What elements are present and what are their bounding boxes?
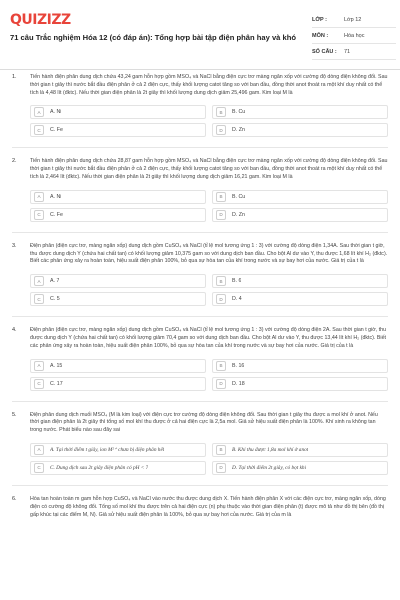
option-letter-box: C [34,379,44,389]
answer-option-b[interactable] [212,443,388,457]
meta-value: Lớp 12 [344,16,362,23]
option-text: A. 7 [50,278,60,285]
option-letter-box: A [34,361,44,371]
question-number: 2. [12,158,17,165]
option-text: A. 15 [50,362,63,369]
page-header [0,0,400,70]
option-letter-box: B [216,445,226,455]
meta-table [312,12,396,60]
answer-option-a[interactable] [30,105,206,119]
answer-option-a[interactable] [30,359,206,373]
meta-key: SỐ CÂU : [312,48,337,55]
option-letter-box: D [216,379,226,389]
option-text: D. Zn [232,211,245,218]
option-letter-box: D [216,294,226,304]
option-text: C. Fe [50,127,63,134]
meta-row-class [312,12,396,28]
question-item [0,412,400,475]
option-text: D. 4 [232,296,242,303]
option-text: A. Ni [50,193,62,200]
option-letter-box: B [216,361,226,371]
question-divider [12,316,388,317]
question-number: 4. [12,327,17,334]
answer-option-b[interactable] [212,105,388,119]
option-letter-box: A [34,445,44,455]
option-text: B. 16 [232,362,245,369]
question-text: Tiến hành điện phân dung dịch chứa 43,24 gam hỗn hợp gồm MSO₄ và NaCl bằng điện cực trơ màng ngăn xốp với cường độ dòng điện không đổi. Sau thời gian t giây thì nước bắt đầu điện phân ở cả 2 điện cực, thấy khối lượng catot tăng so với ban đầu, đồng thời anot thoát ra một khí duy nhất có thể tích là 4,48 lít (đktc). Nếu thời gian điện phân là 2t giây thì khối lượng dung dịch giảm 25,496 gam. Kim loại M là [30,74,388,96]
option-text: C. Dung dịch sau 2t giây điện phân có pH < 7 [50,464,149,471]
option-letter-box: A [34,276,44,286]
answer-option-a[interactable] [30,274,206,288]
answer-options [30,190,388,222]
question-divider [12,401,388,402]
meta-value: Hóa học [344,32,365,39]
option-text: B. Cu [232,109,246,116]
question-number: 1. [12,74,17,80]
answer-option-c[interactable] [30,123,206,137]
question-text: Điện phân (điện cực trơ, màng ngăn xốp) dung dịch gồm CuSO₄ và NaCl (tỉ lệ mol tương ứng 1 : 3) với cường độ dòng điện 2A. Sau thời gian t giờ, thu được dung dịch Y (chứa hai chất tan) có khối lượng giảm 70,4 gam so với dung dịch ban đầu. Cho bột Al dư vào Y, thu được 13,44 lít khí H₂ (đktc). Biết các phản ứng xảy ra hoàn toàn, hiệu suất điện phân 100%, bỏ qua sự hòa tan của khí trong nước và sự bay hơi của nước. Giá trị của t là [30,327,387,349]
answer-options [30,443,388,475]
option-text: B. 6 [232,278,242,285]
question-text: Hòa tan hoàn toàn m gam hỗn hợp CuSO₄ và NaCl vào nước thu được dung dịch X. Tiến hành điện phân X với các điện cực trơ, màng ngăn xốp, dòng điện có cường độ không đổi. Tổng số mol khí thu được trên cả hai điện cực (n) phụ thuộc vào thời gian điện phân (t) được mô tả như đồ thị bên (đồ thị gấp khúc tại các điểm M, N). Giả sử hiệu suất điện phân là 100%, bỏ qua sự bay hơi của nước. Giá trị của m là [30,495,386,518]
answer-option-a[interactable] [30,443,206,457]
option-letter-box: C [34,294,44,304]
meta-key: LỚP : [312,16,327,23]
question-item [0,158,400,221]
option-letter-box: C [34,125,44,135]
question-item [0,496,400,519]
option-text: D. 18 [232,380,245,387]
question-text: Tiến hành điện phân dung dịch chứa 28,87 gam hỗn hợp gồm MSO₄ và NaCl bằng điện cực trơ màng ngăn xốp với cường độ dòng điện không đổi. Sau thời gian t giây thì nước bắt đầu điện phân ở cả 2 điện cực, thấy khối lượng catot tăng so với ban đầu, đồng thời anot thoát ra một khí duy nhất có thể tích là 2,464 lít (đktc). Nếu thời gian điện phân là 2t giây thì khối lượng dung dịch giảm 16,21 gam. Kim loại M là [30,158,388,180]
answer-option-b[interactable] [212,274,388,288]
answer-options [30,105,388,137]
answer-option-c[interactable] [30,208,206,222]
answer-option-d[interactable] [212,461,388,475]
meta-key: MÔN : [312,32,329,39]
question-item [0,327,400,390]
answer-option-a[interactable] [30,190,206,204]
option-letter-box: A [34,107,44,117]
option-letter-box: B [216,276,226,286]
answer-option-c[interactable] [30,377,206,391]
answer-option-d[interactable] [212,208,388,222]
quizizz-logo: QUIZIZZ [10,12,71,28]
option-text: A. Tại thời điểm t giây, ion M²⁺ chưa bị điện phân hết [50,446,165,453]
option-text: B. Khi thu được 1,8a mol khí ở anot [232,446,309,453]
option-text: D. Zn [232,127,245,134]
option-letter-box: C [34,210,44,220]
answer-option-d[interactable] [212,123,388,137]
question-divider [12,147,388,148]
option-text: B. Cu [232,193,246,200]
option-text: D. Tại thời điểm 2t giây, có bọt khí [232,464,307,471]
question-item [0,74,400,137]
option-letter-box: C [34,463,44,473]
meta-value: 71 [344,48,351,55]
question-number: 3. [12,242,17,249]
option-text: C. 17 [50,380,63,387]
option-letter-box: B [216,192,226,202]
answer-option-c[interactable] [30,461,206,475]
meta-row-subject [312,28,396,44]
question-text: Điện phân (điện cực trơ, màng ngăn xốp) dung dịch gồm CuSO₄ và NaCl (tỉ lệ mol tương ứng 1 : 3) với cường độ dòng điện 1,34A. Sau thời gian t giờ, thu được dung dịch Y (chứa hai chất tan) có khối lượng giảm 10,375 gam so với dung dịch ban đầu. Cho bột Al dư vào Y, thu được 1,68 lít khí H₂ (đktc). Biết các phản ứng xảy ra hoàn toàn, hiệu suất điện phân 100%, bỏ qua sự hòa tan của khí trong nước và sự bay hơi của nước. Giá trị của t là [30,242,388,265]
option-letter-box: D [216,125,226,135]
option-text: A. Ni [50,109,62,116]
answer-options [30,359,388,391]
answer-option-b[interactable] [212,359,388,373]
answer-option-c[interactable] [30,292,206,306]
document-title: 71 câu Trắc nghiệm Hóa 12 (có đáp án): Tổng hợp bài tập điện phân hay và khó [10,33,296,42]
option-text: C. 5 [50,296,60,303]
question-number: 5. [12,411,17,418]
answer-option-d[interactable] [212,292,388,306]
option-letter-box: A [34,192,44,202]
option-letter-box: D [216,463,226,473]
option-text: C. Fe [50,211,63,218]
meta-row-count [312,44,396,60]
question-text: Điện phân dung dịch muối MSO₄ (M là kim loại) với điện cực trơ cường độ dòng điện không đổi. Sau thời gian t giây thu được a mol khí ở anot. Nếu thời gian điện phân là 2t giây thì tổng số mol khí thu được ở cả hai điện cực là 2,5a mol. Giả sử hiệu suất điện phân là 100%. Khí sinh ra không tan trong nước. Phát biểu nào sau đây sai [30,411,378,434]
question-divider [12,485,388,486]
question-list [0,74,400,519]
answer-option-b[interactable] [212,190,388,204]
question-number: 6. [12,495,17,502]
question-divider [12,232,388,233]
option-letter-box: B [216,107,226,117]
option-letter-box: D [216,210,226,220]
answer-options [30,274,388,306]
answer-option-d[interactable] [212,377,388,391]
question-item [0,243,400,306]
